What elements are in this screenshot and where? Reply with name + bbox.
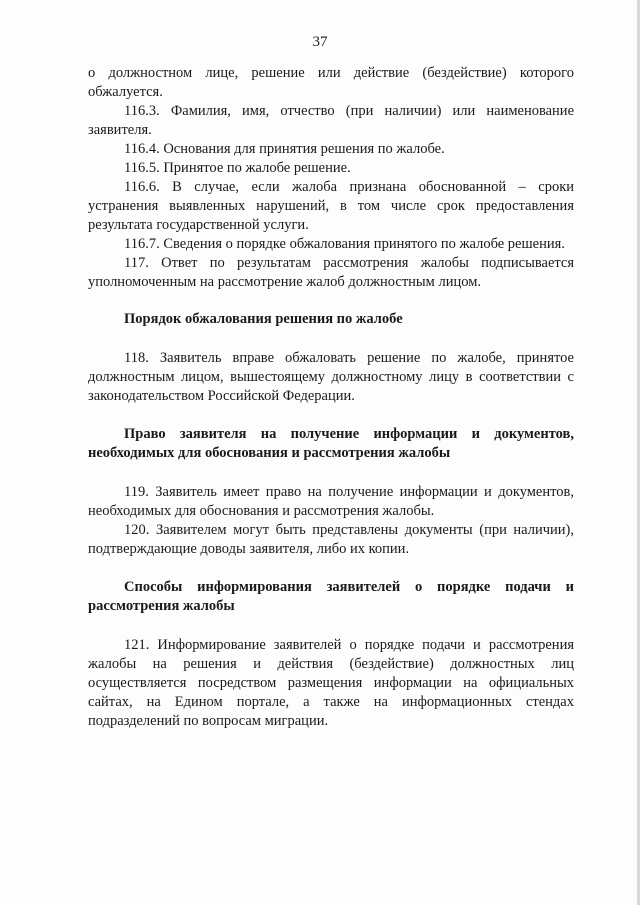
paragraph-continuation: о должностном лице, решение или действие (бездействие) которого обжалуется. <box>88 65 574 100</box>
page-number: 37 <box>312 34 328 50</box>
paragraph-116-5: 116.5. Принятое по жалобе решение. <box>124 160 351 176</box>
paragraph-119: 119. Заявитель имеет право на получение информации и документов, необходимых для обоснования и рассмотрения жалобы. <box>88 484 574 519</box>
section-heading-applicant-rights: Право заявителя на получение информации и документов, необходимых для обоснования и рассмотрения жалобы <box>88 426 574 461</box>
section-heading-appeal-procedure: Порядок обжалования решения по жалобе <box>124 311 403 327</box>
paragraph-120: 120. Заявителем могут быть представлены документы (при наличии), подтверждающие доводы заявителя, либо их копии. <box>88 522 574 557</box>
paragraph-116-4: 116.4. Основания для принятия решения по жалобе. <box>124 141 445 157</box>
section-heading-informing-methods: Способы информирования заявителей о порядке подачи и рассмотрения жалобы <box>88 579 574 614</box>
paragraph-116-7: 116.7. Сведения о порядке обжалования принятого по жалобе решения. <box>124 236 565 252</box>
paragraph-116-6: 116.6. В случае, если жалоба признана обоснованной – сроки устранения выявленных нарушений, в том числе срок предоставления результата государственной услуги. <box>88 179 574 233</box>
document-body <box>88 64 574 731</box>
paragraph-121: 121. Информирование заявителей о порядке подачи и рассмотрения жалобы на решения и действия (бездействие) должностных лиц осуществляется посредством размещения информации на официальных сайтах, на Едином портале, а также на информационных стендах подразделений по вопросам миграции. <box>88 637 574 729</box>
paragraph-117: 117. Ответ по результатам рассмотрения жалобы подписывается уполномоченным на рассмотрение жалоб должностным лицом. <box>88 255 574 290</box>
paragraph-118: 118. Заявитель вправе обжаловать решение по жалобе, принятое должностным лицом, вышестоящему должностному лицу в соответствии с законодательством Российской Федерации. <box>88 350 574 404</box>
paragraph-116-3: 116.3. Фамилия, имя, отчество (при наличии) или наименование заявителя. <box>88 103 574 138</box>
